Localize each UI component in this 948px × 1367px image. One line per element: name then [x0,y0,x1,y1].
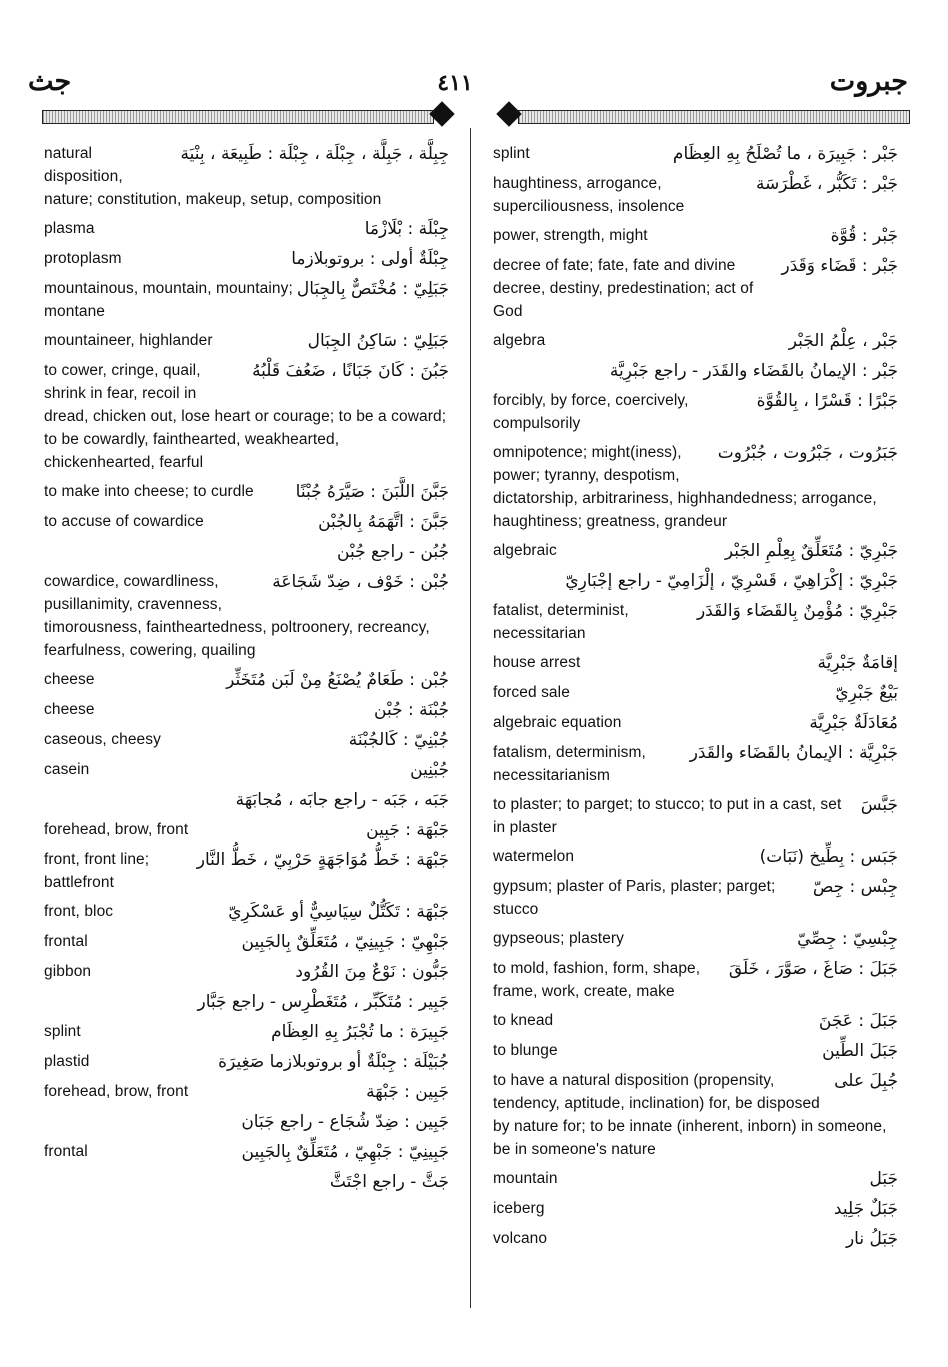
dictionary-entry [493,224,898,248]
dictionary-entry [493,1069,898,1161]
dictionary-entry [44,142,449,211]
dictionary-entry [44,277,449,323]
english-definition: casein [44,761,90,778]
english-definition: gypseous; plastery [493,930,625,947]
dictionary-entry [493,441,898,533]
english-definition: frontal [44,1143,88,1160]
arabic-headword: إقامَةٌ جَبْرِيَّة [817,653,898,673]
page-number: ٤١١ [437,70,473,96]
arabic-headword: جَبَلِيّ : سَاكِنُ الجِبَال [307,331,449,351]
arabic-headword: جَبَّسَ [860,795,898,815]
english-definition: omnipotence; might(iness), power; tyranny, despotism, dictatorship, arbitrariness, highhandedness; arrogance, haughtiness; greatness, grandeur [493,444,877,530]
arabic-headword: جَبُنَ : كَانَ جَبَانًا ، ضَعُفَ قَلْبُهُ [252,361,449,381]
english-definition: gibbon [44,963,92,980]
arabic-headword: جَبِينِيّ : جَبْهِيّ ، مُتَعَلِّقٌ بِالجَبِين [241,1142,449,1162]
english-definition: power, strength, might [493,227,648,244]
dictionary-entry [44,728,449,752]
english-definition: front, bloc [44,903,114,920]
dictionary-entry [44,540,449,564]
arabic-headword: جَبْرًا : قَسْرًا ، بِالقُوَّة [756,391,898,411]
dictionary-entry [493,1009,898,1033]
dictionary-entry [44,848,449,894]
arabic-headword: جُبْن : خَوْف ، ضِدّ شَجَاعَة [272,572,449,592]
right-column [493,142,898,1257]
arabic-headword: مُعَادَلَةٌ جَبْرِيَّة [809,713,898,733]
dictionary-entry [493,1167,898,1191]
english-definition: to accuse of cowardice [44,513,204,530]
english-definition: natural disposition, nature; constitution, makeup, setup, composition [44,145,382,208]
english-definition: to plaster; to parget; to stucco; to put in a cast, set in plaster [493,796,842,836]
dictionary-entry [44,570,449,662]
arabic-headword: جَبِيرَة : ما تُجْبَرُ بِهِ العِظَام [271,1022,449,1042]
english-definition: front, front line; battlefront [44,851,150,891]
dictionary-entry [44,1080,449,1104]
arabic-headword: جَبْر : تَكَبُّر ، غَطْرَسَة [755,174,898,194]
arabic-headword: جَبْهَة : تَكَتُّلٌ سِيَاسِيٌّ أو عَسْكَرِيّ [228,902,449,922]
arabic-headword: جَبَلُ نار [845,1229,898,1249]
dictionary-entry [44,247,449,271]
english-definition: mountainous, mountain, mountainy; montane [44,280,293,320]
dictionary-entry [493,142,898,166]
dictionary-entry [44,930,449,954]
english-definition: algebraic [493,542,557,559]
header-rule-right [518,110,910,124]
english-definition: to have a natural disposition (propensity, tendency, aptitude, inclination) for, be disposed by nature for; to be innate (inherent, inborn) in someone, be in someone's nature [493,1072,887,1158]
english-definition: to cower, cringe, quail, shrink in fear, recoil in dread, chicken out, lose heart or courage; to be a coward; to be cowardly, fainthearted, weakhearted, chickenhearted, fearful [44,362,447,471]
dictionary-entry [44,1170,449,1194]
english-definition: cowardice, cowardliness, pusillanimity, cravenness, timorousness, faintheartedness, poltroonery, recreancy, fearfulness, cowering, quailing [44,573,430,659]
arabic-headword: جَبْر : الإيمانُ بالقَضَاء والقَدَر - راجع جَبْرِيَّة [609,361,898,381]
dictionary-entry [44,698,449,722]
dictionary-entry [493,711,898,735]
dictionary-entry [493,1227,898,1251]
dictionary-entry [493,389,898,435]
english-definition: house arrest [493,654,581,671]
english-definition: cheese [44,671,95,688]
english-definition: to knead [493,1012,554,1029]
english-definition: haughtiness, arrogance, superciliousness, insolence [493,175,685,215]
dictionary-entry [493,172,898,218]
dictionary-entry [493,569,898,593]
dictionary-entry [44,480,449,504]
english-definition: plastid [44,1053,90,1070]
english-definition: mountaineer, highlander [44,332,213,349]
dictionary-entry [44,818,449,842]
header-left-word: جث [28,66,72,97]
english-definition: cheese [44,701,95,718]
dictionary-entry [44,510,449,534]
english-definition: iceberg [493,1200,545,1217]
arabic-headword: جَبْرِيّ : مُتَعَلِّقٌ بِعِلْمِ الجَبْر [724,541,898,561]
arabic-headword: جُبِلَ على [834,1071,898,1091]
arabic-headword: جَبَس : بِطِّيخ (نَبَات) [759,847,898,867]
header-right-word: جبروت [829,66,908,97]
english-definition: algebraic equation [493,714,622,731]
arabic-headword: جِبْلَة : بْلَازْمَا [364,219,449,239]
english-definition: mountain [493,1170,558,1187]
english-definition: to make into cheese; to curdle [44,483,254,500]
arabic-headword: جَبَلٌ جَلِيد [833,1199,898,1219]
arabic-headword: جِبْس : جِصّ [812,877,898,897]
english-definition: forced sale [493,684,570,701]
english-definition: forehead, brow, front [44,821,189,838]
english-definition: to blunge [493,1042,558,1059]
dictionary-entry [493,927,898,951]
dictionary-entry [44,329,449,353]
arabic-headword: جَبَّنَ اللَّبَنَ : صَيَّرَهُ جُبْنًا [295,482,449,502]
dictionary-entry [493,359,898,383]
arabic-headword: جَثَّ - راجع اجْتَثَّ [329,1172,449,1192]
dictionary-entry [44,758,449,782]
dictionary-entry [44,1140,449,1164]
arabic-headword: جَبَل [869,1169,898,1189]
arabic-headword: جَبَّنَ : اتَّهَمَهُ بِالجُبْن [318,512,449,532]
english-definition: decree of fate; fate, fate and divine decree, destiny, predestination; act of God [493,257,754,320]
dictionary-entry [493,845,898,869]
dictionary-entry [44,1020,449,1044]
dictionary-entry [493,329,898,353]
arabic-headword: جُبْنَة : جُبْن [374,700,449,720]
left-column [44,142,449,1200]
arabic-headword: جَبْر : قَضَاء وَقَدَر [781,256,898,276]
dictionary-entry [493,741,898,787]
arabic-headword: جَبَلِيّ : مُخْتَصٌّ بِالجِبَال [296,279,449,299]
english-definition: forehead, brow, front [44,1083,189,1100]
dictionary-entry [44,1050,449,1074]
arabic-headword: جَبِير : مُتَكَبِّر ، مُتَغَطْرِس - راجع جَبَّار [197,992,449,1012]
arabic-headword: جِبِلَّة ، جَبِلَّة ، جِبْلَة ، جِبْلَة : طَبِيعَة ، بِنْيَة [180,144,449,164]
dictionary-entry [44,217,449,241]
arabic-headword: بَيْعٌ جَبْرِيّ [835,683,898,703]
dictionary-entry [44,1110,449,1134]
arabic-headword: جَبْرِيّ : مُؤْمِنٌ بِالقَضَاء وَالقَدَر [696,601,898,621]
dictionary-entry [493,957,898,1003]
column-divider [470,128,471,1308]
dictionary-entry [44,359,449,474]
header-rule-left [42,110,434,124]
dictionary-entry [493,254,898,323]
arabic-headword: جَبْهَة : خَطُّ مُوَاجَهَةٍ حَرْبِيّ ، خَطُّ النَّار [196,850,449,870]
english-definition: gypsum; plaster of Paris, plaster; parget; stucco [493,878,776,918]
arabic-headword: جِبْلَةٌ أولى : بروتوبلازما [291,249,449,269]
dictionary-entry [493,539,898,563]
english-definition: plasma [44,220,95,237]
arabic-headword: جَبْر : جَبِيرَة ، ما تُصْلَحُ بِهِ العِظَام [672,144,898,164]
english-definition: forcibly, by force, coercively, compulsorily [493,392,689,432]
dictionary-entry [493,1197,898,1221]
arabic-headword: جُبْنِين [410,760,449,780]
english-definition: splint [493,145,530,162]
arabic-headword: جَبِين : ضِدّ شُجَاع - راجع جَبَان [241,1112,449,1132]
dictionary-entry [493,793,898,839]
english-definition: watermelon [493,848,575,865]
arabic-headword: جِبْسِيّ : جِصِّيّ [797,929,898,949]
arabic-headword: جَبْر : قُوَّة [830,226,898,246]
arabic-headword: جَبْرِيَّة : الإيمانُ بالقَضَاء والقَدَر [689,743,898,763]
english-definition: to mold, fashion, form, shape, frame, work, create, make [493,960,701,1000]
arabic-headword: جَبْرِيّ : إكْرَاهِيّ ، قَسْرِيّ ، إلْزَامِيّ - راجع إجْبَارِيّ [565,571,898,591]
arabic-headword: جُبْنِيّ : كَالجُبْنَة [348,730,449,750]
arabic-headword: جَبُّون : نَوْعٌ مِنَ القُرُود [295,962,449,982]
english-definition: fatalist, determinist, necessitarian [493,602,629,642]
arabic-headword: جُبَيْلَة : جِبْلَةٌ أو بروتوبلازما صَغِيرَة [218,1052,449,1072]
english-definition: algebra [493,332,546,349]
dictionary-entry [44,668,449,692]
english-definition: caseous, cheesy [44,731,161,748]
arabic-headword: جَبَلَ : عَجَنَ [818,1011,898,1031]
english-definition: splint [44,1023,81,1040]
dictionary-entry [493,1039,898,1063]
arabic-headword: جُبُن - راجع جُبْن [337,542,449,562]
dictionary-entry [44,960,449,984]
arabic-headword: جَبْهَة : جَبِين [366,820,449,840]
english-definition: frontal [44,933,88,950]
arabic-headword: جَبَلَ : صَاغَ ، صَوَّرَ ، خَلَقَ [728,959,898,979]
arabic-headword: جَبِين : جَبْهَة [366,1082,449,1102]
arabic-headword: جَبَرُوت ، جَبْرُوت ، جُبْرُوت [717,443,898,463]
english-definition: protoplasm [44,250,122,267]
dictionary-entry [44,788,449,812]
arabic-headword: جَبَه ، جَبَه - راجع جابَه ، مُجابَهَة [235,790,449,810]
arabic-headword: جَبْهِيّ : جَبِينِيّ ، مُتَعَلِّقٌ بِالجَبِين [241,932,449,952]
dictionary-entry [493,681,898,705]
dictionary-entry [493,651,898,675]
english-definition: volcano [493,1230,548,1247]
dictionary-entry [493,875,898,921]
dictionary-entry [44,900,449,924]
dictionary-entry [44,990,449,1014]
dictionary-entry [493,599,898,645]
arabic-headword: جُبْن : طَعَامٌ يُصْنَعُ مِنْ لَبَن مُتَخَثِّر [226,670,449,690]
english-definition: fatalism, determinism, necessitarianism [493,744,646,784]
arabic-headword: جَبْر ، عِلْمُ الجَبْر [788,331,898,351]
arabic-headword: جَبَلَ الطِّين [822,1041,898,1061]
